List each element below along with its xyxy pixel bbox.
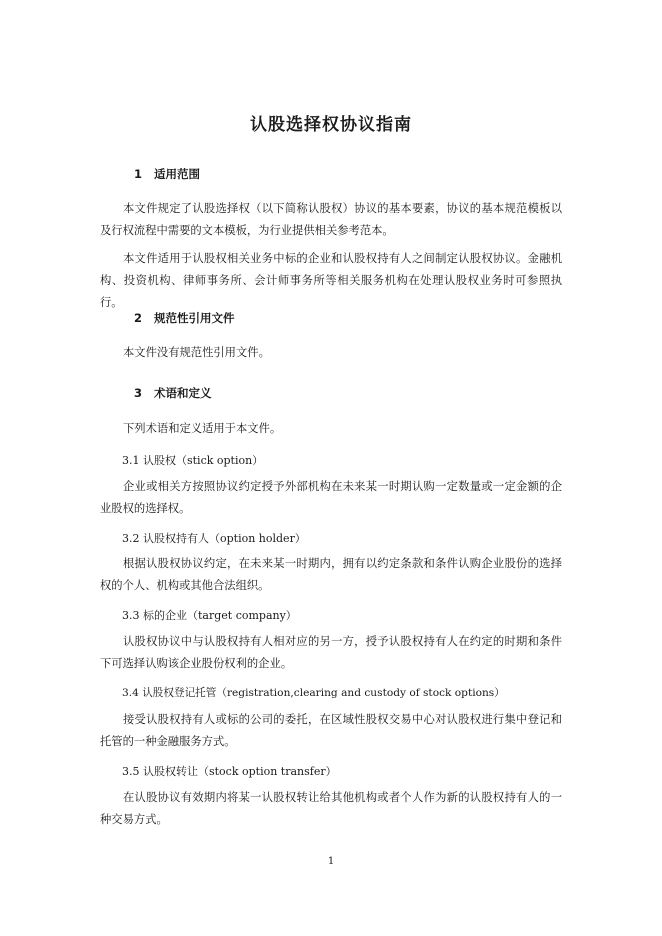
term-definition-option-transfer: 在认股协议有效期内将某一认股权转让给其他机构或者个人作为新的认股权持有人的一种交易方式。 bbox=[100, 791, 562, 826]
section-number: 1 bbox=[134, 167, 143, 181]
document-title: 认股选择权协议指南 bbox=[250, 115, 412, 135]
section-heading-text: 适用范围 bbox=[154, 167, 200, 181]
section-heading-scope bbox=[134, 166, 200, 182]
section-heading-text: 术语和定义 bbox=[154, 386, 212, 400]
page-number: 1 bbox=[327, 856, 335, 867]
scope-paragraph-1: 本文件规定了认股选择权（以下简称认股权）协议的基本要素，协议的基本规范模板以及行权流程中需要的文本模板，为行业提供相关参考范本。 bbox=[100, 202, 562, 237]
term-label-registration-custody: 3.4 认股权登记托管（registration,clearing and custody of stock options） bbox=[122, 687, 505, 699]
section-heading-text: 规范性引用文件 bbox=[154, 311, 235, 325]
terms-intro-paragraph: 下列术语和定义适用于本文件。 bbox=[123, 422, 282, 435]
section-heading-normative-references bbox=[134, 310, 235, 326]
term-label-option-transfer: 3.5 认股权转让（stock option transfer） bbox=[122, 765, 337, 778]
term-label-option-holder: 3.2 认股权持有人（option holder） bbox=[122, 532, 306, 545]
term-definition-registration-custody: 接受认股权持有人或标的公司的委托，在区域性股权交易中心对认股权进行集中登记和托管的一种金融服务方式。 bbox=[100, 713, 562, 748]
term-label-stock-option: 3.1 认股权（stick option） bbox=[122, 454, 264, 467]
scope-paragraph-2: 本文件适用于认股权相关业务中标的企业和认股权持有人之间制定认股权协议。金融机构、投资机构、律师事务所、会计师事务所等相关服务机构在处理认股权业务时可参照执行。 bbox=[100, 252, 562, 309]
section-heading-terms bbox=[134, 385, 212, 401]
section-number: 3 bbox=[134, 386, 143, 400]
term-definition-target-company: 认股权协议中与认股权持有人相对应的另一方，授予认股权持有人在约定的时期和条件下可选择认购该企业股份权利的企业。 bbox=[100, 635, 562, 670]
term-definition-option-holder: 根据认股权协议约定，在未来某一时期内，拥有以约定条款和条件认购企业股份的选择权的个人、机构或其他合法组织。 bbox=[100, 557, 562, 592]
term-definition-stock-option: 企业或相关方按照协议约定授予外部机构在未来某一时期认购一定数量或一定金额的企业股权的选择权。 bbox=[100, 480, 562, 515]
section-number: 2 bbox=[134, 311, 143, 325]
term-label-target-company: 3.3 标的企业（target company） bbox=[122, 609, 297, 622]
normative-references-paragraph: 本文件没有规范性引用文件。 bbox=[123, 346, 270, 359]
